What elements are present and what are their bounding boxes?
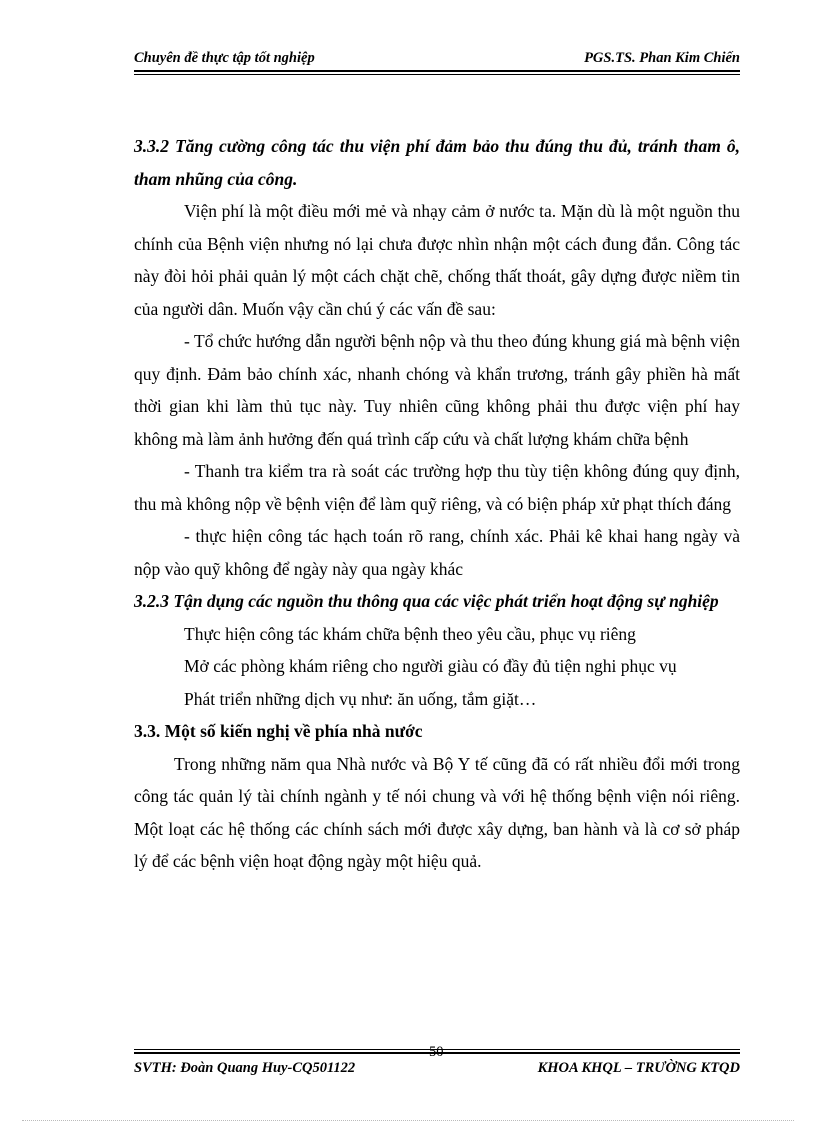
list-item: Thực hiện công tác khám chữa bệnh theo yêu cầu, phục vụ riêng [184,623,636,644]
list-item: Phát triển những dịch vụ như: ăn uống, tắm giặt… [184,688,537,709]
section-heading-323: 3.2.3 Tận dụng các nguồn thu thông qua các việc phát triển hoạt động sự nghiệp [134,591,719,611]
header-author: PGS.TS. Phan Kim Chiến [584,50,740,66]
header-rule [134,74,740,75]
page-footer [134,1044,740,1084]
list-item: Mở các phòng khám riêng cho người giàu có đầy đủ tiện nghi phục vụ [184,656,677,676]
paragraph: Trong những năm qua Nhà nước và Bộ Y tế cũng đã có rất nhiều đổi mới trong công tác quản lý tài chính ngành y tế nói chung và với hệ thống bệnh viện nói riêng. Một loạt các hệ thống các chính sách mới được xây dựng, ban hành và là cơ sở pháp lý để các bệnh viện hoạt động ngày một hiệu quả. [134,753,740,871]
section-heading-332: 3.3.2 Tăng cường công tác thu viện phí đảm bảo thu đúng thu đủ, tránh tham ô, tham nhũng của công. [134,136,740,189]
page-header [134,44,740,72]
bullet-paragraph: - Tổ chức hướng dẫn người bệnh nộp và thu theo đúng khung giá mà bệnh viện quy định. Đảm bảo chính xác, nhanh chóng và khẩn trương, tránh gây phiền hà mất thời gian khi làm thủ tục này. Tuy nhiên cũng không phải thu được viện phí hay không mà làm ảnh hưởng đến quá trình cấp cứu và chất lượng khám chữa bệnh [134,331,740,449]
footer-student: SVTH: Đoàn Quang Huy-CQ501122 [134,1060,356,1076]
footer-faculty: KHOA KHQL – TRƯỜNG KTQD [537,1060,740,1076]
bullet-paragraph: - thực hiện công tác hạch toán rõ rang, chính xác. Phải kê khai hang ngày và nộp vào quỹ không để ngày này qua ngày khác [134,526,740,579]
paragraph: Viện phí là một điều mới mẻ và nhạy cảm ở nước ta. Mặn dù là một nguồn thu chính của Bệnh viện nhưng nó lại chưa được nhìn nhận một cách đung đắn. Công tác này đòi hỏi phải quản lý một cách chặt chẽ, chống thất thoát, gây dựng được niềm tin của người dân. Muốn vậy cần chú ý các vấn đề sau: [134,201,740,319]
page-body [134,130,740,878]
page-number: 50 [429,1044,444,1060]
page-bottom-border [22,1120,794,1121]
bullet-paragraph: - Thanh tra kiểm tra rà soát các trường hợp thu tùy tiện không đúng quy định, thu mà không nộp về bệnh viện để làm quỹ riêng, và có biện pháp xử phạt thích đáng [134,461,740,514]
section-heading-33: 3.3. Một số kiến nghị về phía nhà nước [134,721,423,741]
header-title: Chuyên đề thực tập tốt nghiệp [134,50,315,66]
